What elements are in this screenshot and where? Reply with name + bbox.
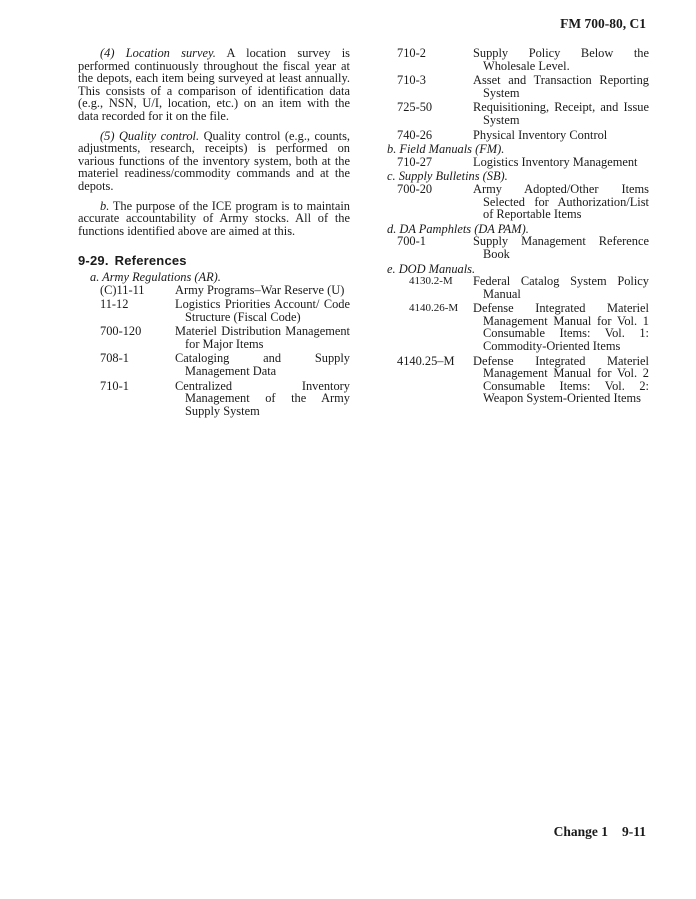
army-regulations-heading: a. Army Regulations (AR). — [90, 269, 221, 284]
paragraph-location-survey — [78, 47, 350, 123]
reference-number: (C)11-11 — [100, 282, 145, 297]
reference-number: 725-50 — [397, 100, 433, 115]
page-number: 9-11 — [621, 824, 646, 839]
reference-title: Asset and Transaction Reporting System — [473, 73, 649, 100]
reference-item — [387, 183, 649, 221]
reference-title: Centralized Inventory Management of the Army Supply System — [175, 378, 350, 418]
reference-item — [387, 235, 649, 260]
reference-title: Federal Catalog System Policy Manual — [473, 274, 649, 301]
page-footer — [554, 824, 646, 840]
reference-number: 708-1 — [100, 351, 129, 366]
reference-number: 710-27 — [397, 154, 433, 169]
reference-item — [78, 325, 350, 350]
reference-number: 710-3 — [397, 73, 426, 88]
reference-title: Logistics Priorities Account/ Code Structure (Fiscal Code) — [175, 297, 350, 324]
left-column — [78, 47, 350, 419]
reference-item — [387, 74, 649, 99]
page-header: FM 700-80, C1 — [560, 16, 646, 31]
reference-number: 710-1 — [100, 378, 129, 393]
reference-item — [387, 302, 649, 352]
reference-title: Defense Integrated Materiel Management Manual for Vol. 2 Consumable Items: Vol. 2: Weapon System-Oriented Items — [473, 353, 649, 406]
reference-title: Requisitioning, Receipt, and Issue System — [473, 100, 649, 127]
reference-title: Army Programs–War Reserve (U) — [175, 282, 345, 297]
reference-title: Materiel Distribution Management for Major Items — [175, 324, 350, 351]
reference-item — [78, 284, 350, 297]
field-manuals-heading: b. Field Manuals (FM). — [387, 142, 505, 157]
reference-item — [78, 380, 350, 418]
supply-bulletins-heading: c. Supply Bulletins (SB). — [387, 169, 508, 184]
reference-item — [387, 101, 649, 126]
reference-title: Physical Inventory Control — [473, 127, 608, 142]
reference-item — [387, 129, 649, 142]
paragraph-text: Quality control (e.g., counts, adjustments, research, receipts) is performed on various functions of the inventory system, both at the materiel readiness/commodity commands and at the depots. — [78, 128, 350, 193]
reference-number: 4140.25–M — [397, 353, 455, 368]
section-heading — [78, 255, 350, 268]
paragraph-text: A location survey is performed continuously throughout the fiscal year at the depots, each item being surveyed at least annually. This consists of a comparison of identification data (e.g., NSN, U/I, location, etc.) on an item with the data recorded for it on the file. — [78, 46, 350, 123]
reference-title: Supply Management Reference Book — [473, 234, 649, 261]
paragraph-label: (5) Quality control. — [100, 128, 200, 143]
reference-number: 11-12 — [100, 297, 129, 312]
reference-item — [78, 352, 350, 377]
reference-number: 4130.2-M — [409, 275, 453, 288]
paragraph-quality-control — [78, 130, 350, 193]
reference-item — [387, 156, 649, 169]
reference-item — [387, 355, 649, 405]
paragraph-ice-purpose — [78, 200, 350, 238]
reference-number: 700-20 — [397, 181, 433, 196]
section-title: References — [114, 253, 187, 269]
reference-item — [78, 298, 350, 323]
paragraph-label: (4) Location survey. — [100, 46, 216, 60]
reference-number: 4140.26-M — [409, 302, 459, 315]
paragraph-text: The purpose of the ICE program is to maintain accurate accountability of Army stocks. All of the functions identified above are aimed at this. — [78, 198, 350, 238]
reference-number: 710-2 — [397, 46, 426, 60]
reference-item — [387, 275, 649, 300]
reference-number: 700-1 — [397, 234, 426, 249]
reference-title: Supply Policy Below the Wholesale Level. — [473, 46, 649, 73]
reference-title: Logistics Inventory Management — [473, 154, 638, 169]
reference-item — [387, 47, 649, 72]
right-column — [387, 47, 649, 407]
da-pamphlets-heading: d. DA Pamphlets (DA PAM). — [387, 221, 529, 236]
paragraph-label: b. — [100, 198, 110, 213]
reference-title: Defense Integrated Materiel Management Manual for Vol. 1 Consumable Items: Vol. 1: Commodity-Oriented Items — [473, 301, 649, 354]
change-label: Change 1 — [553, 824, 608, 839]
reference-title: Army Adopted/Other Items Selected for Authorization/List of Reportable Items — [473, 181, 649, 222]
section-number: 9-29. — [78, 253, 109, 269]
reference-number: 740-26 — [397, 127, 433, 142]
reference-number: 700-120 — [100, 324, 142, 339]
reference-title: Cataloging and Supply Management Data — [175, 351, 350, 379]
dod-manuals-heading: e. DOD Manuals. — [387, 261, 476, 276]
